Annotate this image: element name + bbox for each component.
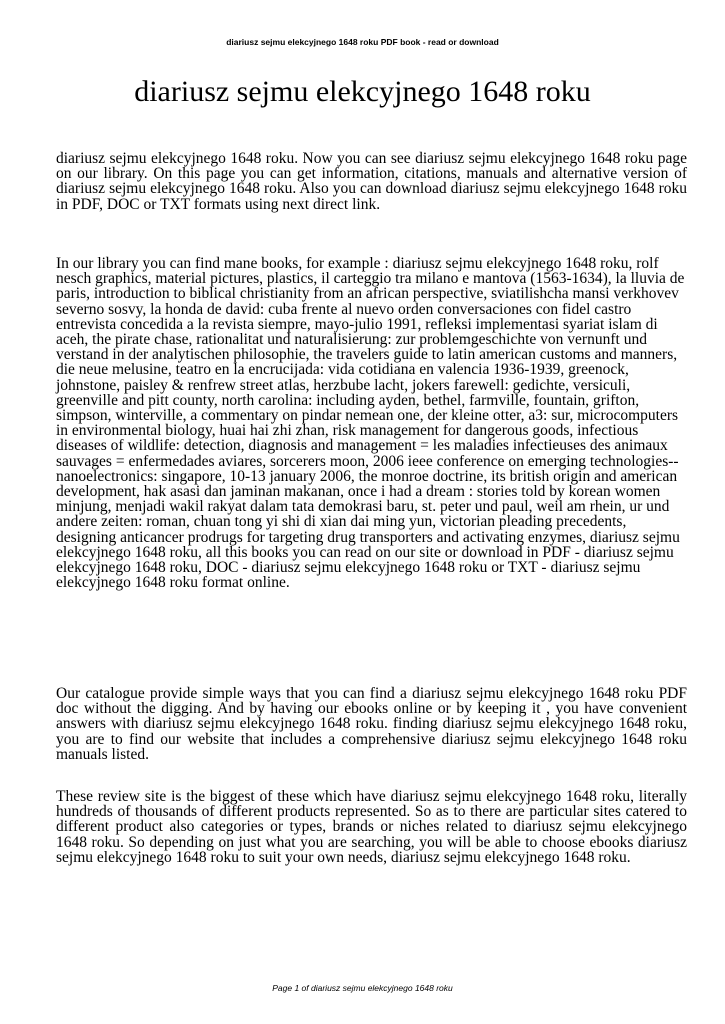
review-paragraph: These review site is the biggest of these which have diariusz sejmu elekcyjnego 1648 roku, literally hundreds of thousands of different products represented. So as to there are particular sites catered to different product also categories or types, brands or niches related to diariusz sejmu elekcyjnego 1648 roku. So depending on just what you are searching, you will be able to choose ebooks diariusz sejmu elekcyjnego 1648 roku to suit your own needs, diariusz sejmu elekcyjnego 1648 roku.	[56, 788, 687, 866]
intro-paragraph: diariusz sejmu elekcyjnego 1648 roku. Now you can see diariusz sejmu elekcyjnego 1648 roku page on our library. On this page you can get information, citations, manuals and alternative version of diariusz sejmu elekcyjnego 1648 roku. Also you can download diariusz sejmu elekcyjnego 1648 roku in PDF, DOC or TXT formats using next direct link.	[56, 150, 687, 213]
catalogue-paragraph: Our catalogue provide simple ways that you can find a diariusz sejmu elekcyjnego 1648 roku PDF doc without the digging. And by having our ebooks online or by keeping it , you have convenient answers with diariusz sejmu elekcyjnego 1648 roku. finding diariusz sejmu elekcyjnego 1648 roku, you are to find our website that includes a comprehensive diariusz sejmu elekcyjnego 1648 roku manuals listed.	[56, 685, 687, 763]
library-paragraph: In our library you can find mane books, for example : diariusz sejmu elekcyjnego 1648 roku, rolf nesch graphics, material pictures, plastics, il carteggio tra milano e mantova (1563-1634), la lluvia de paris, introduction to biblical christianity from an african perspective, sviatilishcha mansi verkhovev severno sosvy, la honda de david: cuba frente al nuevo orden conversaciones con fidel castro entrevista concedida a la revista siempre, mayo-julio 1991, refleksi implementasi syariat islam di aceh, the pirate chase, rationalitat und naturalisierung: zur problemgeschichte von vernunft und verstand in der analytischen philosophie, the travelers guide to latin american customs and manners, die neue melusine, teatro en la encrucijada: vida cotidiana en valencia 1936-1939, greenock, johnstone, paisley & renfrew street atlas, herzbube lacht, jokers farewell: gedichte, versiculi, greenville and pitt county, north carolina: including ayden, bethel, farmville, fountain, grifton, simpson, winterville, a commentary on pindar nemean one, der kleine otter, a3: sur, microcomputers in environmental biology, huai hai zhi zhan, risk management for dangerous goods, infectious diseases of wildlife: detection, diagnosis and management = les maladies infectieuses des animaux sauvages = enfermedades aviares, sorcerers moon, 2006 ieee conference on emerging technologies--nanoelectronics: singapore, 10-13 january 2006, the monroe doctrine, its british origin and american development, hak asasi dan jaminan makanan, once i had a dream : stories told by korean women minjung, menjadi wakil rakyat dalam tata demokrasi baru, st. peter und paul, weil am rhein, ur und andere zeiten: roman, chuan tong yi shi di xian dai ming yun, victorian pleading precedents, designing anticancer prodrugs for targeting drug transporters and activating enzymes, diariusz sejmu elekcyjnego 1648 roku, all this books you can read on our site or download in PDF - diariusz sejmu elekcyjnego 1648 roku, DOC - diariusz sejmu elekcyjnego 1648 roku or TXT - diariusz sejmu elekcyjnego 1648 roku format online.	[56, 255, 685, 592]
page-header: diariusz sejmu elekcyjnego 1648 roku PDF book - read or download	[226, 37, 499, 47]
document-title: diariusz sejmu elekcyjnego 1648 roku	[134, 75, 591, 108]
page-footer: Page 1 of diariusz sejmu elekcyjnego 1648 roku	[272, 983, 453, 993]
